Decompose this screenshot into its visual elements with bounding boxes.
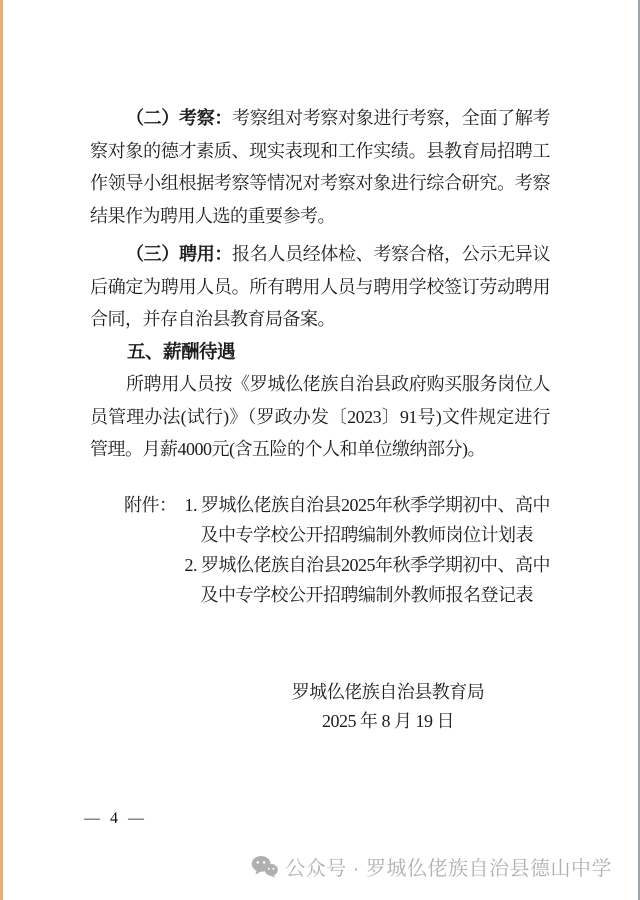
watermark-text: 公众号 · 罗城仫佬族自治县德山中学 [285,858,612,880]
attachments-block [124,490,550,610]
paragraph-salary-text: 所聘用人员按《罗城仫佬族自治县政府购买服务岗位人员管理办法(试行)》（罗政办发〔2023〕91号)文件规定进行管理。月薪4000元(含五险的个人和单位缴纳部分)。 [90,374,550,459]
watermark-footer [251,852,612,881]
paragraph-pinyong-text: 报名人员经体检、考察合格，公示无异议后确定为聘用人员。所有聘用人员与聘用学校签订劳动聘用合同，并存自治县教育局备案。 [90,244,551,329]
section-heading-salary: 五、薪酬待遇 [127,340,236,362]
attachment-item [185,490,551,550]
attachment-item [185,550,551,610]
attachment-2-title-line2: 及中专学校公开招聘编制外教师报名登记表 [200,584,533,605]
attachment-1-title-line1: 1. 罗城仫佬族自治县2025年秋季学期初中、高中 [184,494,550,515]
page-number: — 4 — [84,810,147,827]
signature-block [288,678,488,736]
paragraph-pinyong-label: （三）聘用： [126,244,233,264]
paragraph-kaocha-text: 考察组对考察对象进行考察，全面了解考察对象的德才素质、现实表现和工作实绩。县教育局招聘工作领导小组根据考察等情况对考察对象进行综合研究。考察结果作为聘用人选的重要参考。 [90,108,551,226]
attachments-list [185,490,551,610]
attachment-2-title-line1: 2. 罗城仫佬族自治县2025年秋季学期初中、高中 [184,554,550,575]
wechat-icon [251,855,278,878]
attachments-label: 附件： [124,494,177,515]
paragraph-salary [90,368,550,466]
paragraph-pinyong [90,238,550,336]
document-body [90,102,550,610]
paragraph-kaocha-label: （二）考察： [126,108,233,128]
signature-org: 罗城仫佬族自治县教育局 [291,682,485,702]
paragraph-kaocha [90,102,550,232]
attachment-1-title-line2: 及中专学校公开招聘编制外教师岗位计划表 [200,524,533,545]
page-left-edge-stripe [0,0,3,900]
signature-date: 2025 年 8 月 19 日 [322,711,454,731]
